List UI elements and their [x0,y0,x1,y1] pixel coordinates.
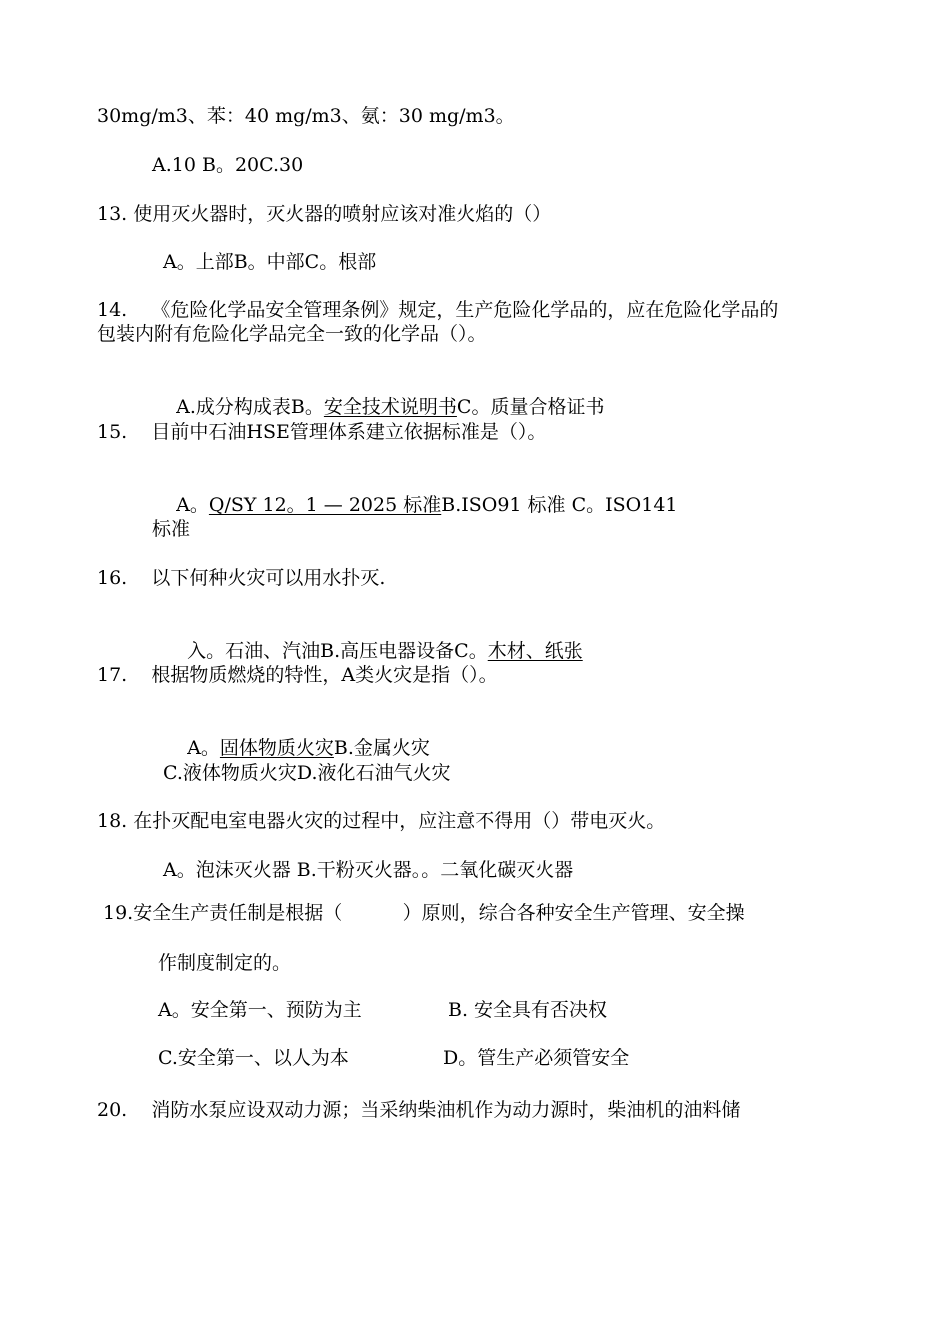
question-13: 13. 使用灭火器时，灭火器的喷射应该对准火焰的（） [97,203,552,225]
option-text: B.ISO91 标准 C。ISO141 [441,494,678,516]
options-line-cont: 标准 [152,518,191,540]
answer-underlined: Q/SY 12。1 — 2025 标准 [208,494,442,516]
question-15: 15. 目前中石油HSE管理体系建立依据标准是（）。 [97,421,547,443]
option-text: A.成分构成表B。 [176,396,324,418]
option-c: C.安全第一、以人为本 [158,1047,349,1069]
question-16: 16. 以下何种火灾可以用水扑灭. [97,567,386,589]
options-line: A。泡沫灭火器 B.干粉灭火器。。二氧化碳灭火器 [163,859,574,881]
option-d: D。管生产必须管安全 [443,1047,630,1069]
question-19: 19.安全生产责任制是根据（ ）原则，综合各种安全生产管理、安全操 [103,902,745,924]
option-text: C。质量合格证书 [456,396,605,418]
options-line [152,469,678,541]
options-line: A。上部B。中部C。根部 [163,251,377,273]
option-b: B. 安全具有否决权 [448,999,608,1021]
question-19-cont: 作制度制定的。 [158,952,292,974]
answer-underlined: 固体物质火灾 [219,737,334,759]
text-line: 30mg/m3、苯：40 mg/m3、氨：30 mg/m3。 [97,105,515,127]
question-14: 14. 《危险化学品安全管理条例》规定，生产危险化学品的，应在危险化学品的 [97,299,779,321]
options-line: C.液体物质火灾D.液化石油气火灾 [163,762,451,784]
question-14-cont: 包装内附有危险化学品完全一致的化学品（）。 [97,323,487,345]
option-a: A。安全第一、预防为主 [158,999,362,1021]
question-18: 18. 在扑灭配电室电器火灾的过程中，应注意不得用（）带电灭火。 [97,810,666,832]
answer-underlined: 安全技术说明书 [323,396,457,418]
option-text: A。 [187,737,220,759]
question-17: 17. 根据物质燃烧的特性，A类火灾是指（）。 [97,664,498,686]
options-line: A.10 B。20C.30 [152,154,304,176]
answer-underlined: 木材、纸张 [487,640,583,662]
option-text: B.金属火灾 [333,737,430,759]
question-20: 20. 消防水泵应设双动力源；当采纳柴油机作为动力源时，柴油机的油料储 [97,1099,741,1121]
option-text: A。 [176,494,209,516]
option-text: 入。石油、汽油B.高压电器设备C。 [187,640,488,662]
